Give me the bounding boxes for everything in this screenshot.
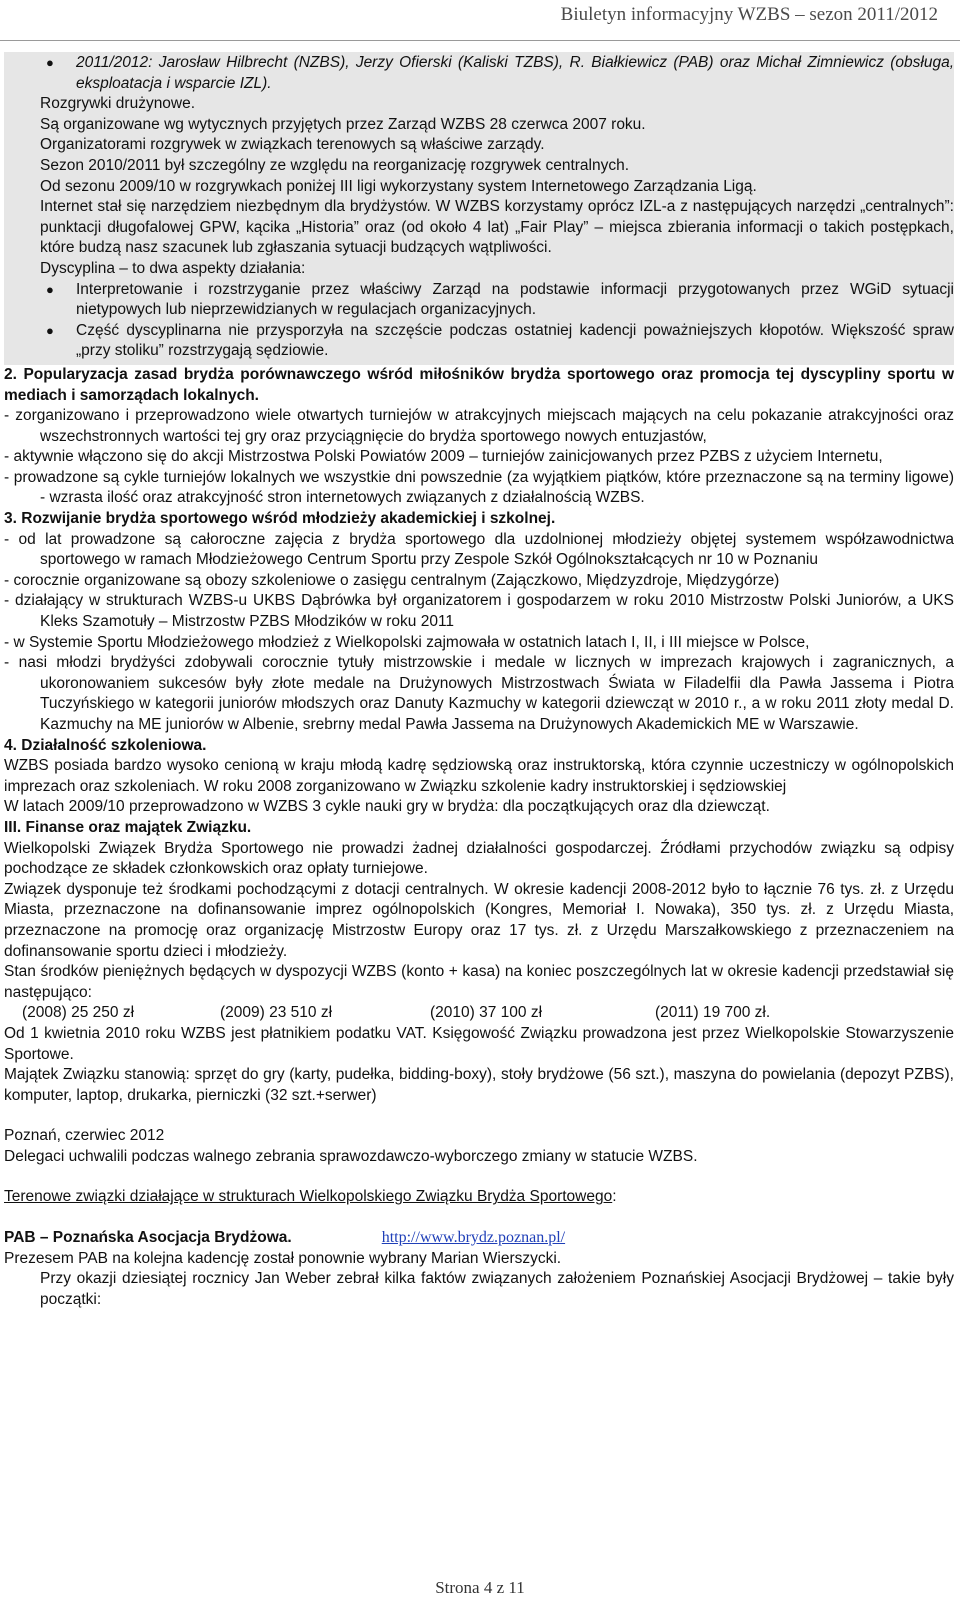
balance-2011: (2011) 19 700 zł. (655, 1004, 771, 1022)
balance-2010: (2010) 37 100 zł (430, 1004, 543, 1022)
place-date: Poznań, czerwiec 2012 (4, 1127, 165, 1145)
bullet-item (4, 280, 954, 321)
list-item: - działający w strukturach WZBS-u UKBS Dąbrówka był organizatorem i gospodarzem w roku 2010 Mistrzostw Polski Juniorów, a UKS Kleks Szamotuły – Mistrzostw PZBS Młodzików w roku 2011 (4, 592, 954, 631)
bullet-text: Interpretowanie i rozstrzyganie przez właściwy Zarząd na podstawie informacji przygotowanych przez WGiD sytuacji nietypowych lub nieprzewidzianych w regulacjach organizacyjnych. (76, 280, 954, 319)
list-item: - od lat prowadzone są całoroczne zajęcia z brydża sportowego dla uzdolnionej młodzieży objętej systemem współzawodnictwa sportowego w ramach Młodzieżowego Centrum Sportu przy Zespole Szkół Ogólnokształcących nr 10 w Poznaniu (4, 530, 954, 569)
unions-title: Terenowe związki działające w strukturach Wielkopolskiego Związku Brydża Sportowego: (4, 1188, 617, 1206)
highlighted-block (4, 52, 954, 365)
list-item: - aktywnie włączono się do akcji Mistrzostwa Polski Powiatów 2009 – turniejów zainicjowanych przez PZBS z użyciem Internetu, (4, 448, 883, 466)
list-item: - nasi młodzi brydżyści zdobywali corocznie tytuły mistrzowskie i medale w licznych w imprezach krajowych i zagranicznych, a ukoronowaniem sukcesów były złote medale na Drużynowych Mistrzostwach Świata w Filadelfii dla Pawła Jassema i Piotra Tuczyńskiego w kategorii juniorów młodszych oraz Danuty Kazmuchy w kategorii dziewcząt w 2010 r., a w roku 2011 złoty medal D. Kazmuchy na ME juniorów w Albenie, srebrny medal Pawła Jassema na Drużynowych Akademickich ME w Warszawie. (4, 654, 954, 733)
section-heading: III. Finanse oraz majątek Związku. (4, 818, 252, 836)
paragraph: Delegaci uchwalili podczas walnego zebrania sprawozdawczo-wyborczego zmiany w statucie WZBS. (4, 1147, 698, 1165)
paragraph: Wielkopolski Związek Brydża Sportowego nie prowadzi żadnej działalności gospodarczej. Źródłami przychodów związku są odpisy pochodzące ze składek członkowskich oraz opłaty turniejowe. (4, 839, 954, 878)
page-header: Biuletyn informacyjny WZBS – sezon 2011/2012 (0, 4, 960, 41)
paragraph: Internet stał się narzędziem niezbędnym dla brydżystów. W WZBS korzystamy oprócz IZL-a z następujących narzędzi „centralnych”: punktacji długofalowej GPW, kącika „Historia” oraz (od około 4 lat) „Fair Play” – miejsca zbierania informacji o takich postępkach, które budzą nasz szacunek lub zgłaszania sytuacji budzących wątpliwości. (40, 198, 954, 257)
paragraph: Prezesem PAB na kolejna kadencję został ponownie wybrany Marian Wierszycki. (4, 1249, 562, 1267)
bullet-text: Część dyscyplinarna nie przysporzyła na szczęście podczas ostatniej kadencji poważniejszych kłopotów. Większość spraw „przy stoliku” rozstrzygają sędziowie. (76, 321, 954, 360)
page-number: Strona 4 z 11 (435, 1578, 525, 1597)
list-item: - prowadzone są cykle turniejów lokalnych we wszystkie dni powszednie (za wyjątkiem piątków, które przeznaczone są na terminy ligowe) - wzrasta ilość oraz atrakcyjność stron internetowych związanych z działalnością WZBS. (4, 468, 954, 507)
bullet-icon: ● (46, 281, 54, 297)
paragraph: Majątek Związku stanowią: sprzęt do gry (karty, pudełka, bidding-boxy), stoły brydżowe (56 szt.), maszyna do powielania (depozyt PZBS), komputer, laptop, drukarka, pierniczki (32 szt.+serwer) (4, 1066, 954, 1104)
bullet-text: 2011/2012: Jarosław Hilbrecht (NZBS), Jerzy Ofierski (Kaliski TZBS), R. Białkiewicz (PAB) oraz Michał Zimniewicz (obsługa, eksploatacja i wsparcie IZL). (76, 54, 954, 92)
section-heading: 3. Rozwijanie brydża sportowego wśród młodzieży akademickiej i szkolnej. (4, 510, 556, 528)
list-item: - w Systemie Sportu Młodzieżowego młodzież z Wielkopolski zajmowała w ostatnich latach I, II, i III miejsce w Polsce, (4, 633, 810, 651)
page-content (4, 52, 954, 1310)
list-item: - corocznie organizowane są obozy szkoleniowe o zasięgu centralnym (Zajączkowo, Międzyzdroje, Międzygórze) (4, 571, 780, 589)
text-line: Są organizowane wg wytycznych przyjętych przez Zarząd WZBS 28 czerwca 2007 roku. (40, 115, 646, 133)
balance-2009: (2009) 23 510 zł (220, 1004, 333, 1022)
text-line: Sezon 2010/2011 był szczególny ze względu na reorganizację rozgrywek centralnych. (40, 156, 630, 174)
pab-heading (4, 1228, 954, 1249)
paragraph: Od 1 kwietnia 2010 roku WZBS jest płatnikiem podatku VAT. Księgowość Związku prowadzona jest przez Wielkopolskie Stowarzyszenie Sportowe. (4, 1024, 954, 1063)
pab-website-link[interactable]: http://www.brydz.poznan.pl/ (381, 1229, 566, 1247)
pab-name: PAB – Poznańska Asocjacja Brydżowa. (4, 1229, 292, 1247)
bullet-icon: ● (46, 322, 54, 338)
section-heading: 4. Działalność szkoleniowa. (4, 736, 207, 754)
paragraph: Przy okazji dziesiątej rocznicy Jan Weber zebrał kilka faktów związanych założeniem Poznańskiej Asocjacji Brydżowej – takie były początki: (40, 1270, 954, 1308)
bullet-icon: ● (46, 55, 54, 70)
paragraph: Związek dysponuje też środkami pochodzącymi z dotacji centralnych. W okresie kadencji 2008-2012 było to łącznie 76 tys. zł. z Urzędu Miasta, przeznaczone na dofinansowanie imprez ogólnopolskich (Kongres, Memoriał I. Nowaka), 350 tys. zł. z Urzędu Miasta, przeznaczone na promocję oraz organizację Mistrzostw Europy oraz 17 tys. zł. z Urzędu Marszałkowskiego z przeznaczeniem na dofinansowanie sportu dzieci i młodzieży. (4, 880, 954, 960)
balance-row (4, 1003, 954, 1024)
section-heading: 2. Popularyzacja zasad brydża porównawczego wśród miłośników brydża sportowego oraz promocja tej dyscypliny sportu w mediach i samorządach lokalnych. (4, 365, 955, 404)
balance-2008: (2008) 25 250 zł (22, 1004, 135, 1022)
text-line: Rozgrywki drużynowe. (40, 95, 196, 113)
bullet-item (4, 321, 954, 362)
paragraph: Stan środków pieniężnych będących w dyspozycji WZBS (konto + kasa) na koniec poszczególnych lat w okresie kadencji przedstawiał się następująco: (4, 963, 954, 1001)
text-line: Organizatorami rozgrywek w związkach terenowych są właściwe zarządy. (40, 136, 545, 154)
text-line: Od sezonu 2009/10 w rozgrywkach poniżej III ligi wykorzystany system Internetowego Zarządzania Ligą. (40, 177, 757, 195)
subheading: Dyscyplina – to dwa aspekty działania: (40, 259, 306, 277)
paragraph: WZBS posiada bardzo wysoko cenioną w kraju młodą kadrę sędziowską oraz instruktorską, która czynnie uczestniczy w ogólnopolskich imprezach oraz szkoleniach. W roku 2008 zorganizowano w Związku szkolenie kadry instruktorskiej i sędziowskiej (4, 757, 954, 795)
list-item: - zorganizowano i przeprowadzono wiele otwartych turniejów w atrakcyjnych miejscach mających na celu pokazanie atrakcyjności oraz wszechstronnych wartości tej gry oraz przyciągnięcie do brydża sportowego nowych entuzjastów, (4, 407, 954, 445)
paragraph: W latach 2009/10 przeprowadzono w WZBS 3 cykle nauki gry w brydża: dla początkujących oraz dla dziewcząt. (4, 798, 770, 816)
bullet-item (4, 53, 954, 94)
